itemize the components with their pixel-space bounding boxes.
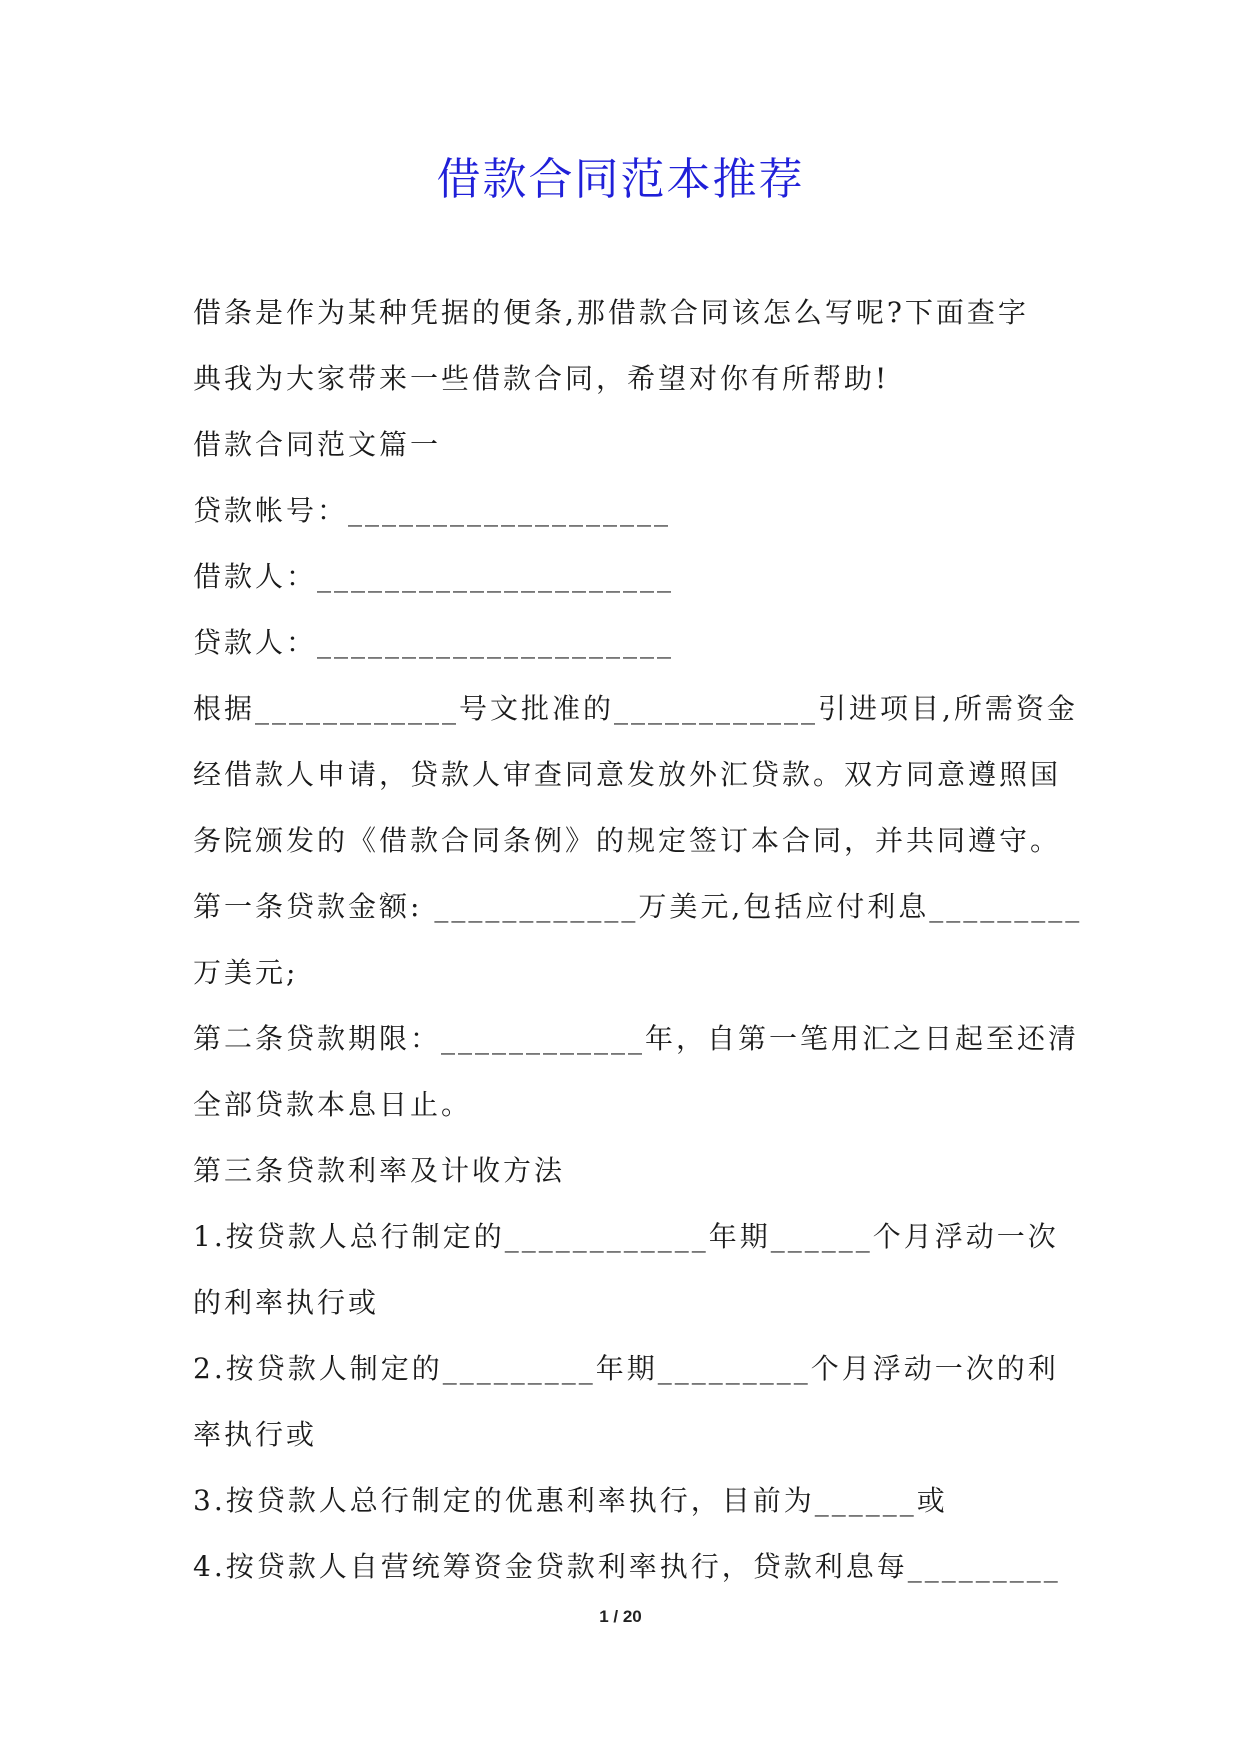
paragraph-line: 典我为大家带来一些借款合同，希望对你有所帮助! [193, 362, 890, 395]
page-number: 1 / 20 [599, 1607, 642, 1626]
borrower-field: 借款人：_____________________ [193, 560, 675, 593]
list-item-line: 2.按贷款人制定的_________年期_________个月浮动一次的利 [193, 1352, 1059, 1385]
lender-field: 贷款人：_____________________ [193, 626, 675, 659]
document-title: 借款合同范本推荐 [436, 154, 805, 205]
clause-line: 第二条贷款期限：____________年，自第一笔用汇之日起至还清 [193, 1022, 1080, 1055]
paragraph-line: 根据____________号文批准的____________引进项目,所需资金 [193, 692, 1078, 725]
loan-account-field: 贷款帐号：___________________ [193, 494, 672, 527]
clause-line: 全部贷款本息日止。 [193, 1088, 473, 1121]
list-item-line: 4.按贷款人自营统筹资金贷款利率执行，贷款利息每_________ [193, 1550, 1061, 1583]
paragraph-line: 经借款人申请，贷款人审查同意发放外汇贷款。双方同意遵照国 [193, 758, 1062, 791]
list-item-line: 的利率执行或 [193, 1286, 380, 1319]
list-item-line: 率执行或 [193, 1418, 318, 1451]
clause-line: 第一条贷款金额: ____________万美元,包括应付利息_________ [193, 890, 1083, 923]
list-item-line: 1.按贷款人总行制定的____________年期______个月浮动一次 [193, 1220, 1059, 1253]
list-item-line: 3.按贷款人总行制定的优惠利率执行，目前为______或 [193, 1484, 948, 1517]
clause-line: 万美元; [193, 956, 299, 989]
document-body [193, 280, 1083, 1600]
paragraph-line: 借条是作为某种凭据的便条,那借款合同该怎么写呢?下面查字 [193, 296, 1029, 329]
clause-line: 第三条贷款利率及计收方法 [193, 1154, 566, 1187]
section-heading: 借款合同范文篇一 [193, 428, 442, 461]
paragraph-line: 务院颁发的《借款合同条例》的规定签订本合同，并共同遵守。 [193, 824, 1062, 857]
